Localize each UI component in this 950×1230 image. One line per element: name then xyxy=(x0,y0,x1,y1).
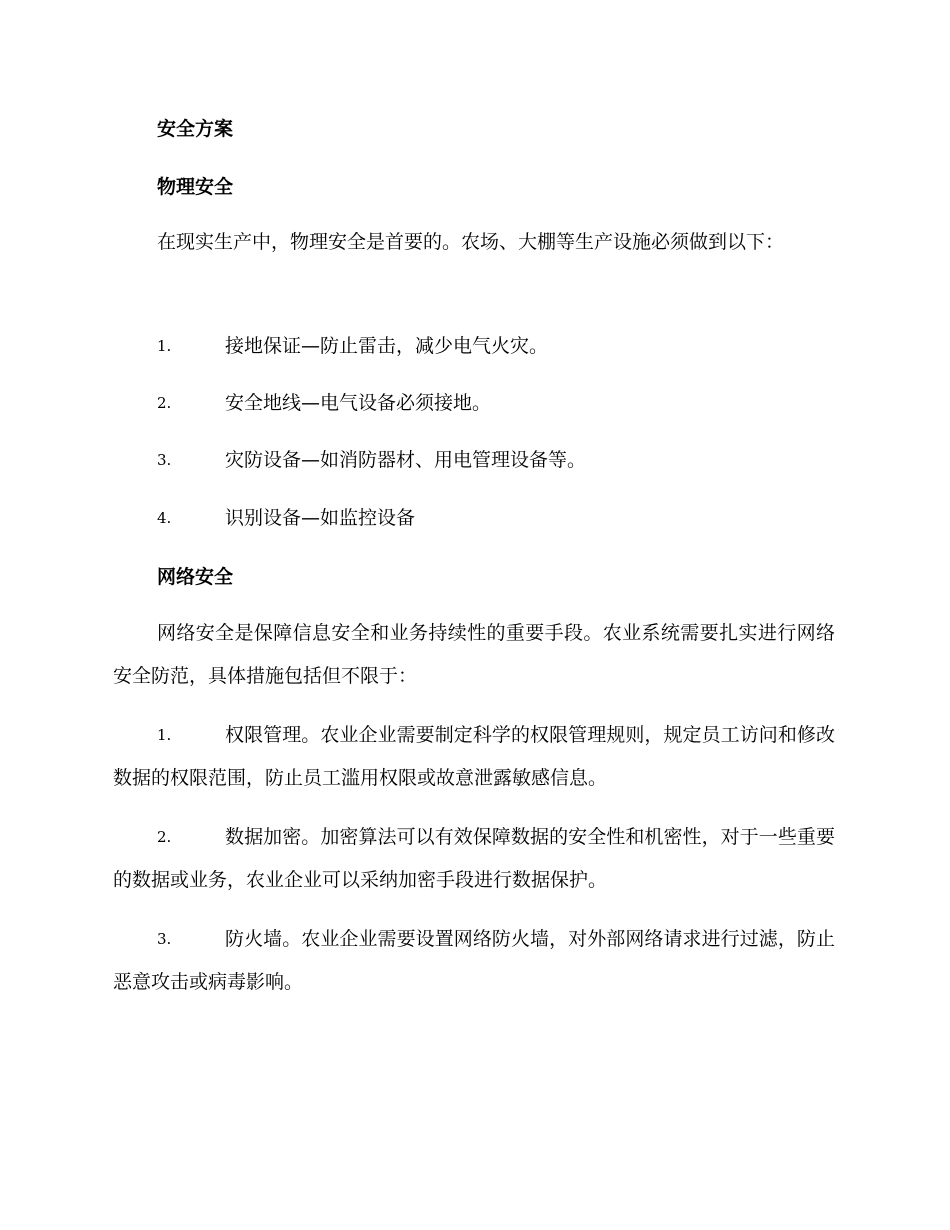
list-item xyxy=(113,325,835,368)
list-item xyxy=(113,918,835,1004)
list-item-number: 4. xyxy=(157,509,172,527)
list-item-text: 安全地线—电气设备必须接地。 xyxy=(225,392,492,414)
list-item-number: 3. xyxy=(157,451,172,469)
list-item-text: 识别设备—如监控设备 xyxy=(225,507,416,529)
list-item-text: 灾防设备—如消防器材、用电管理设备等。 xyxy=(225,449,587,471)
list-item xyxy=(113,382,835,425)
list-item xyxy=(113,497,835,540)
section-intro-physical: 在现实生产中，物理安全是首要的。农场、大棚等生产设施必须做到以下： xyxy=(157,231,785,253)
list-item-text: 权限管理。农业企业需要制定科学的权限管理规则，规定员工访问和修改数据的权限范围，防止员工滥用权限或故意泄露敏感信息。 xyxy=(113,724,835,789)
list-item-text: 接地保证—防止雷击，减少电气火灾。 xyxy=(225,335,549,357)
list-item-number: 2. xyxy=(157,394,172,412)
list-item xyxy=(113,714,835,800)
list-item xyxy=(113,439,835,482)
list-item-text: 数据加密。加密算法可以有效保障数据的安全性和机密性，对于一些重要的数据或业务，农业企业可以采纳加密手段进行数据保护。 xyxy=(113,826,835,891)
list-item-text: 防火墙。农业企业需要设置网络防火墙，对外部网络请求进行过滤，防止恶意攻击或病毒影响。 xyxy=(113,928,835,993)
section-intro-network: 网络安全是保障信息安全和业务持续性的重要手段。农业系统需要扎实进行网络安全防范，具体措施包括但不限于： xyxy=(113,622,835,687)
list-item-number: 2. xyxy=(157,828,172,846)
list-item-number: 1. xyxy=(157,726,172,744)
list-item xyxy=(113,816,835,902)
document-title: 安全方案 xyxy=(157,118,234,140)
section-heading-network: 网络安全 xyxy=(157,566,234,588)
list-item-number: 3. xyxy=(157,930,172,948)
section-heading-physical: 物理安全 xyxy=(157,176,234,198)
list-item-number: 1. xyxy=(157,337,172,355)
